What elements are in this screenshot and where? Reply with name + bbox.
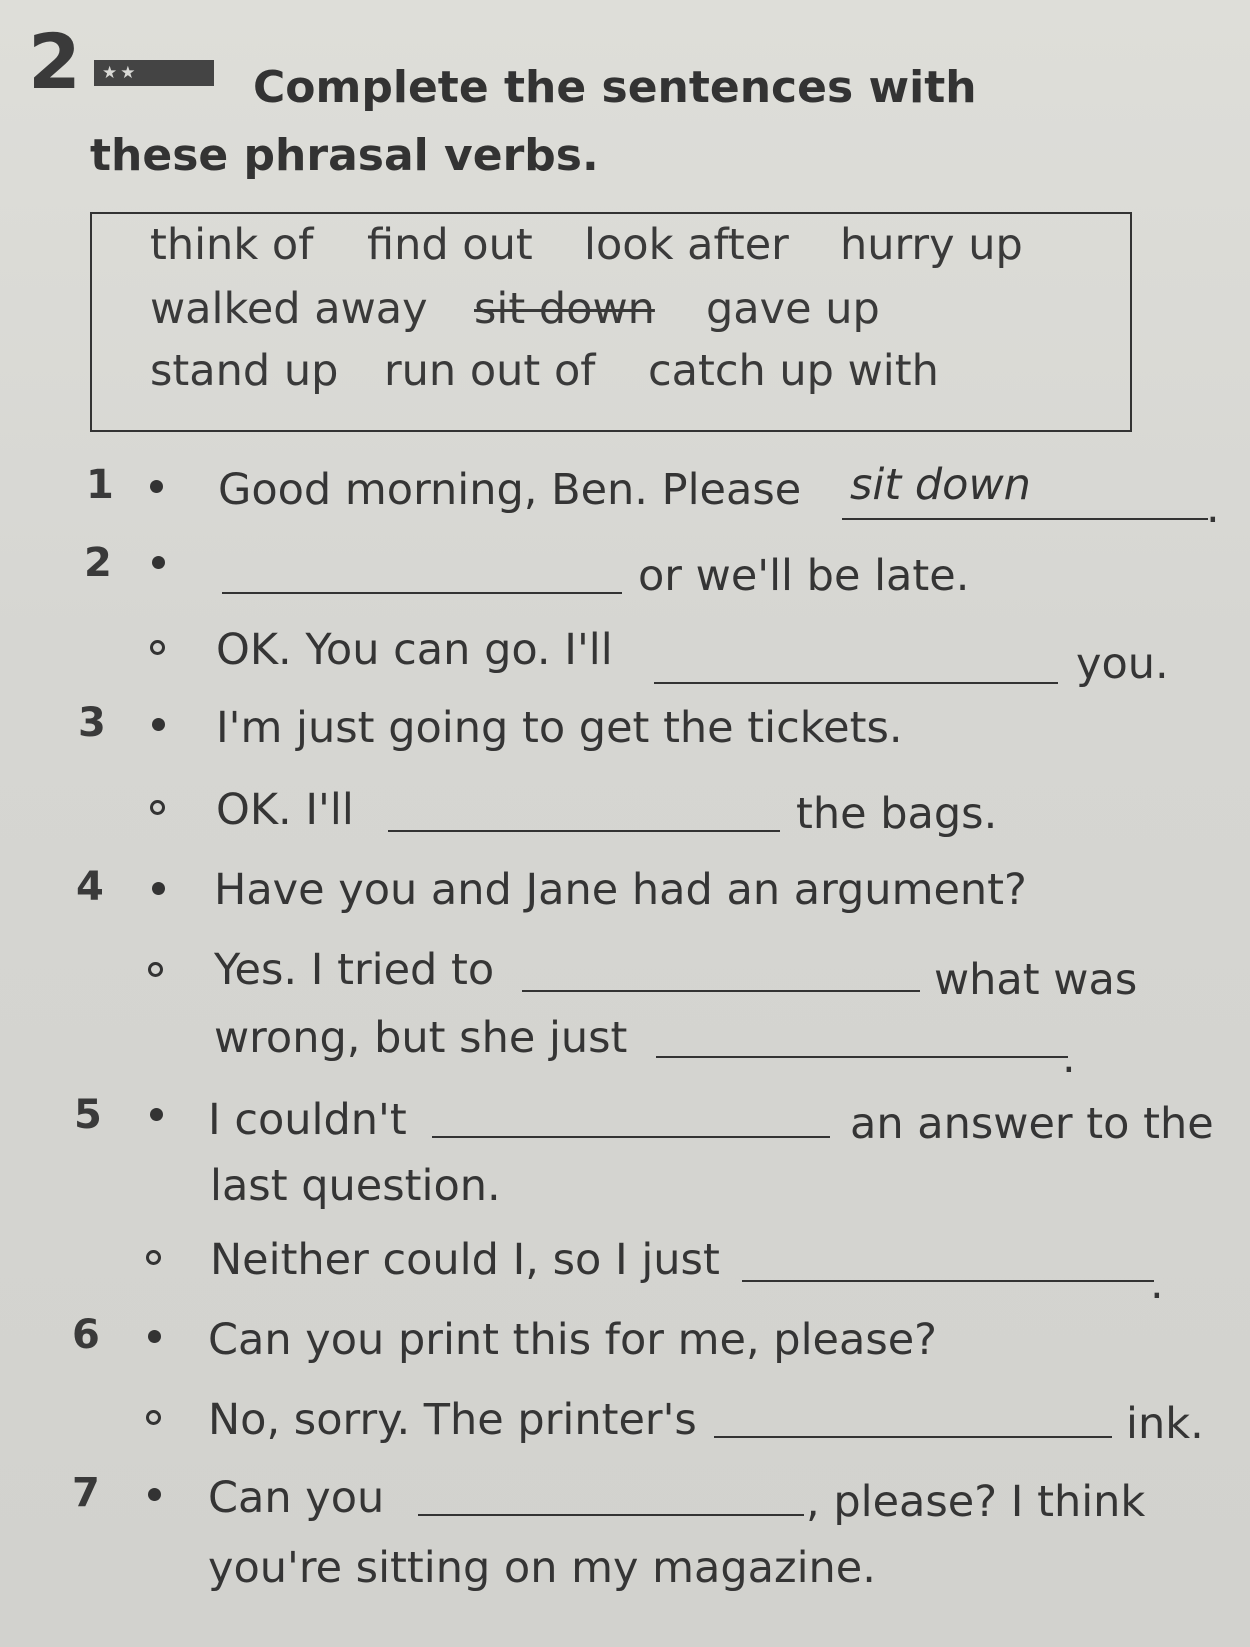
- sentence-text: OK. I'll: [216, 785, 354, 835]
- sentence-text: I couldn't: [208, 1095, 407, 1145]
- sentence-text: what was: [934, 955, 1138, 1005]
- speaker-a-bullet-icon: [152, 556, 165, 569]
- word-item-struck: sit down: [474, 284, 655, 334]
- sentence-text: wrong, but she just: [214, 1013, 628, 1063]
- answer-blank[interactable]: [418, 1514, 804, 1516]
- sentence-text: OK. You can go. I'll: [216, 625, 613, 675]
- word-item: catch up with: [648, 346, 939, 396]
- speaker-b-bullet-icon: [150, 640, 165, 655]
- word-item: hurry up: [840, 220, 1023, 270]
- item-number: 2: [84, 540, 112, 586]
- word-item: gave up: [706, 284, 880, 334]
- word-item: stand up: [150, 346, 339, 396]
- answer-blank[interactable]: [388, 830, 780, 832]
- speaker-a-bullet-icon: [152, 882, 165, 895]
- answer-blank[interactable]: [432, 1136, 830, 1138]
- speaker-a-bullet-icon: [152, 718, 165, 731]
- sentence-text: Yes. I tried to: [214, 945, 495, 995]
- speaker-b-bullet-icon: [146, 1250, 161, 1265]
- sentence-punctuation: .: [1206, 483, 1220, 533]
- word-item: think of: [150, 220, 314, 270]
- sentence-text: you're sitting on my magazine.: [208, 1543, 876, 1593]
- sentence-text: the bags.: [796, 789, 998, 839]
- speaker-a-bullet-icon: [148, 1488, 161, 1501]
- sentence-text: last question.: [210, 1161, 501, 1211]
- answer-blank[interactable]: [714, 1436, 1112, 1438]
- sentence-text: or we'll be late.: [638, 551, 970, 601]
- sentence-text: Can you: [208, 1473, 385, 1523]
- sentence-text: No, sorry. The printer's: [208, 1395, 697, 1445]
- speaker-b-bullet-icon: [148, 962, 163, 977]
- speaker-a-bullet-icon: [150, 480, 163, 493]
- answer-blank[interactable]: [654, 682, 1058, 684]
- answer-blank[interactable]: [222, 592, 622, 594]
- answer-blank[interactable]: [656, 1056, 1068, 1058]
- word-item: run out of: [384, 346, 596, 396]
- sentence-text: I'm just going to get the tickets.: [216, 703, 903, 753]
- sentence-text: Neither could I, so I just: [210, 1235, 720, 1285]
- word-box: [90, 212, 1132, 432]
- item-number: 1: [86, 462, 114, 508]
- item-number: 5: [74, 1092, 102, 1138]
- sentence-text: Good morning, Ben. Please: [218, 465, 802, 515]
- sentence-punctuation: .: [1062, 1033, 1076, 1083]
- handwritten-answer: sit down: [850, 460, 1031, 510]
- exercise-number: 2: [28, 17, 81, 106]
- speaker-a-bullet-icon: [150, 1108, 163, 1121]
- item-number: 7: [72, 1470, 100, 1516]
- speaker-b-bullet-icon: [150, 800, 165, 815]
- difficulty-stars-icon: ★★: [94, 60, 214, 86]
- speaker-b-bullet-icon: [146, 1410, 161, 1425]
- item-number: 3: [78, 700, 106, 746]
- sentence-text: an answer to the: [850, 1099, 1214, 1149]
- exercise-instruction: Complete the sentences with these phrasal verbs.: [90, 62, 977, 181]
- item-number: 6: [72, 1312, 100, 1358]
- answer-blank[interactable]: [842, 518, 1208, 520]
- sentence-text: ink.: [1126, 1399, 1204, 1449]
- answer-blank[interactable]: [522, 990, 920, 992]
- speaker-a-bullet-icon: [148, 1330, 161, 1343]
- item-number: 4: [76, 864, 104, 910]
- word-item: walked away: [150, 284, 428, 334]
- sentence-text: Have you and Jane had an argument?: [214, 865, 1027, 915]
- sentence-punctuation: .: [1150, 1259, 1164, 1309]
- sentence-text: Can you print this for me, please?: [208, 1315, 938, 1365]
- answer-blank[interactable]: [742, 1280, 1154, 1282]
- sentence-text: you.: [1076, 639, 1169, 689]
- word-item: find out: [367, 220, 533, 270]
- sentence-text: , please? I think: [806, 1477, 1146, 1527]
- word-item: look after: [584, 220, 789, 270]
